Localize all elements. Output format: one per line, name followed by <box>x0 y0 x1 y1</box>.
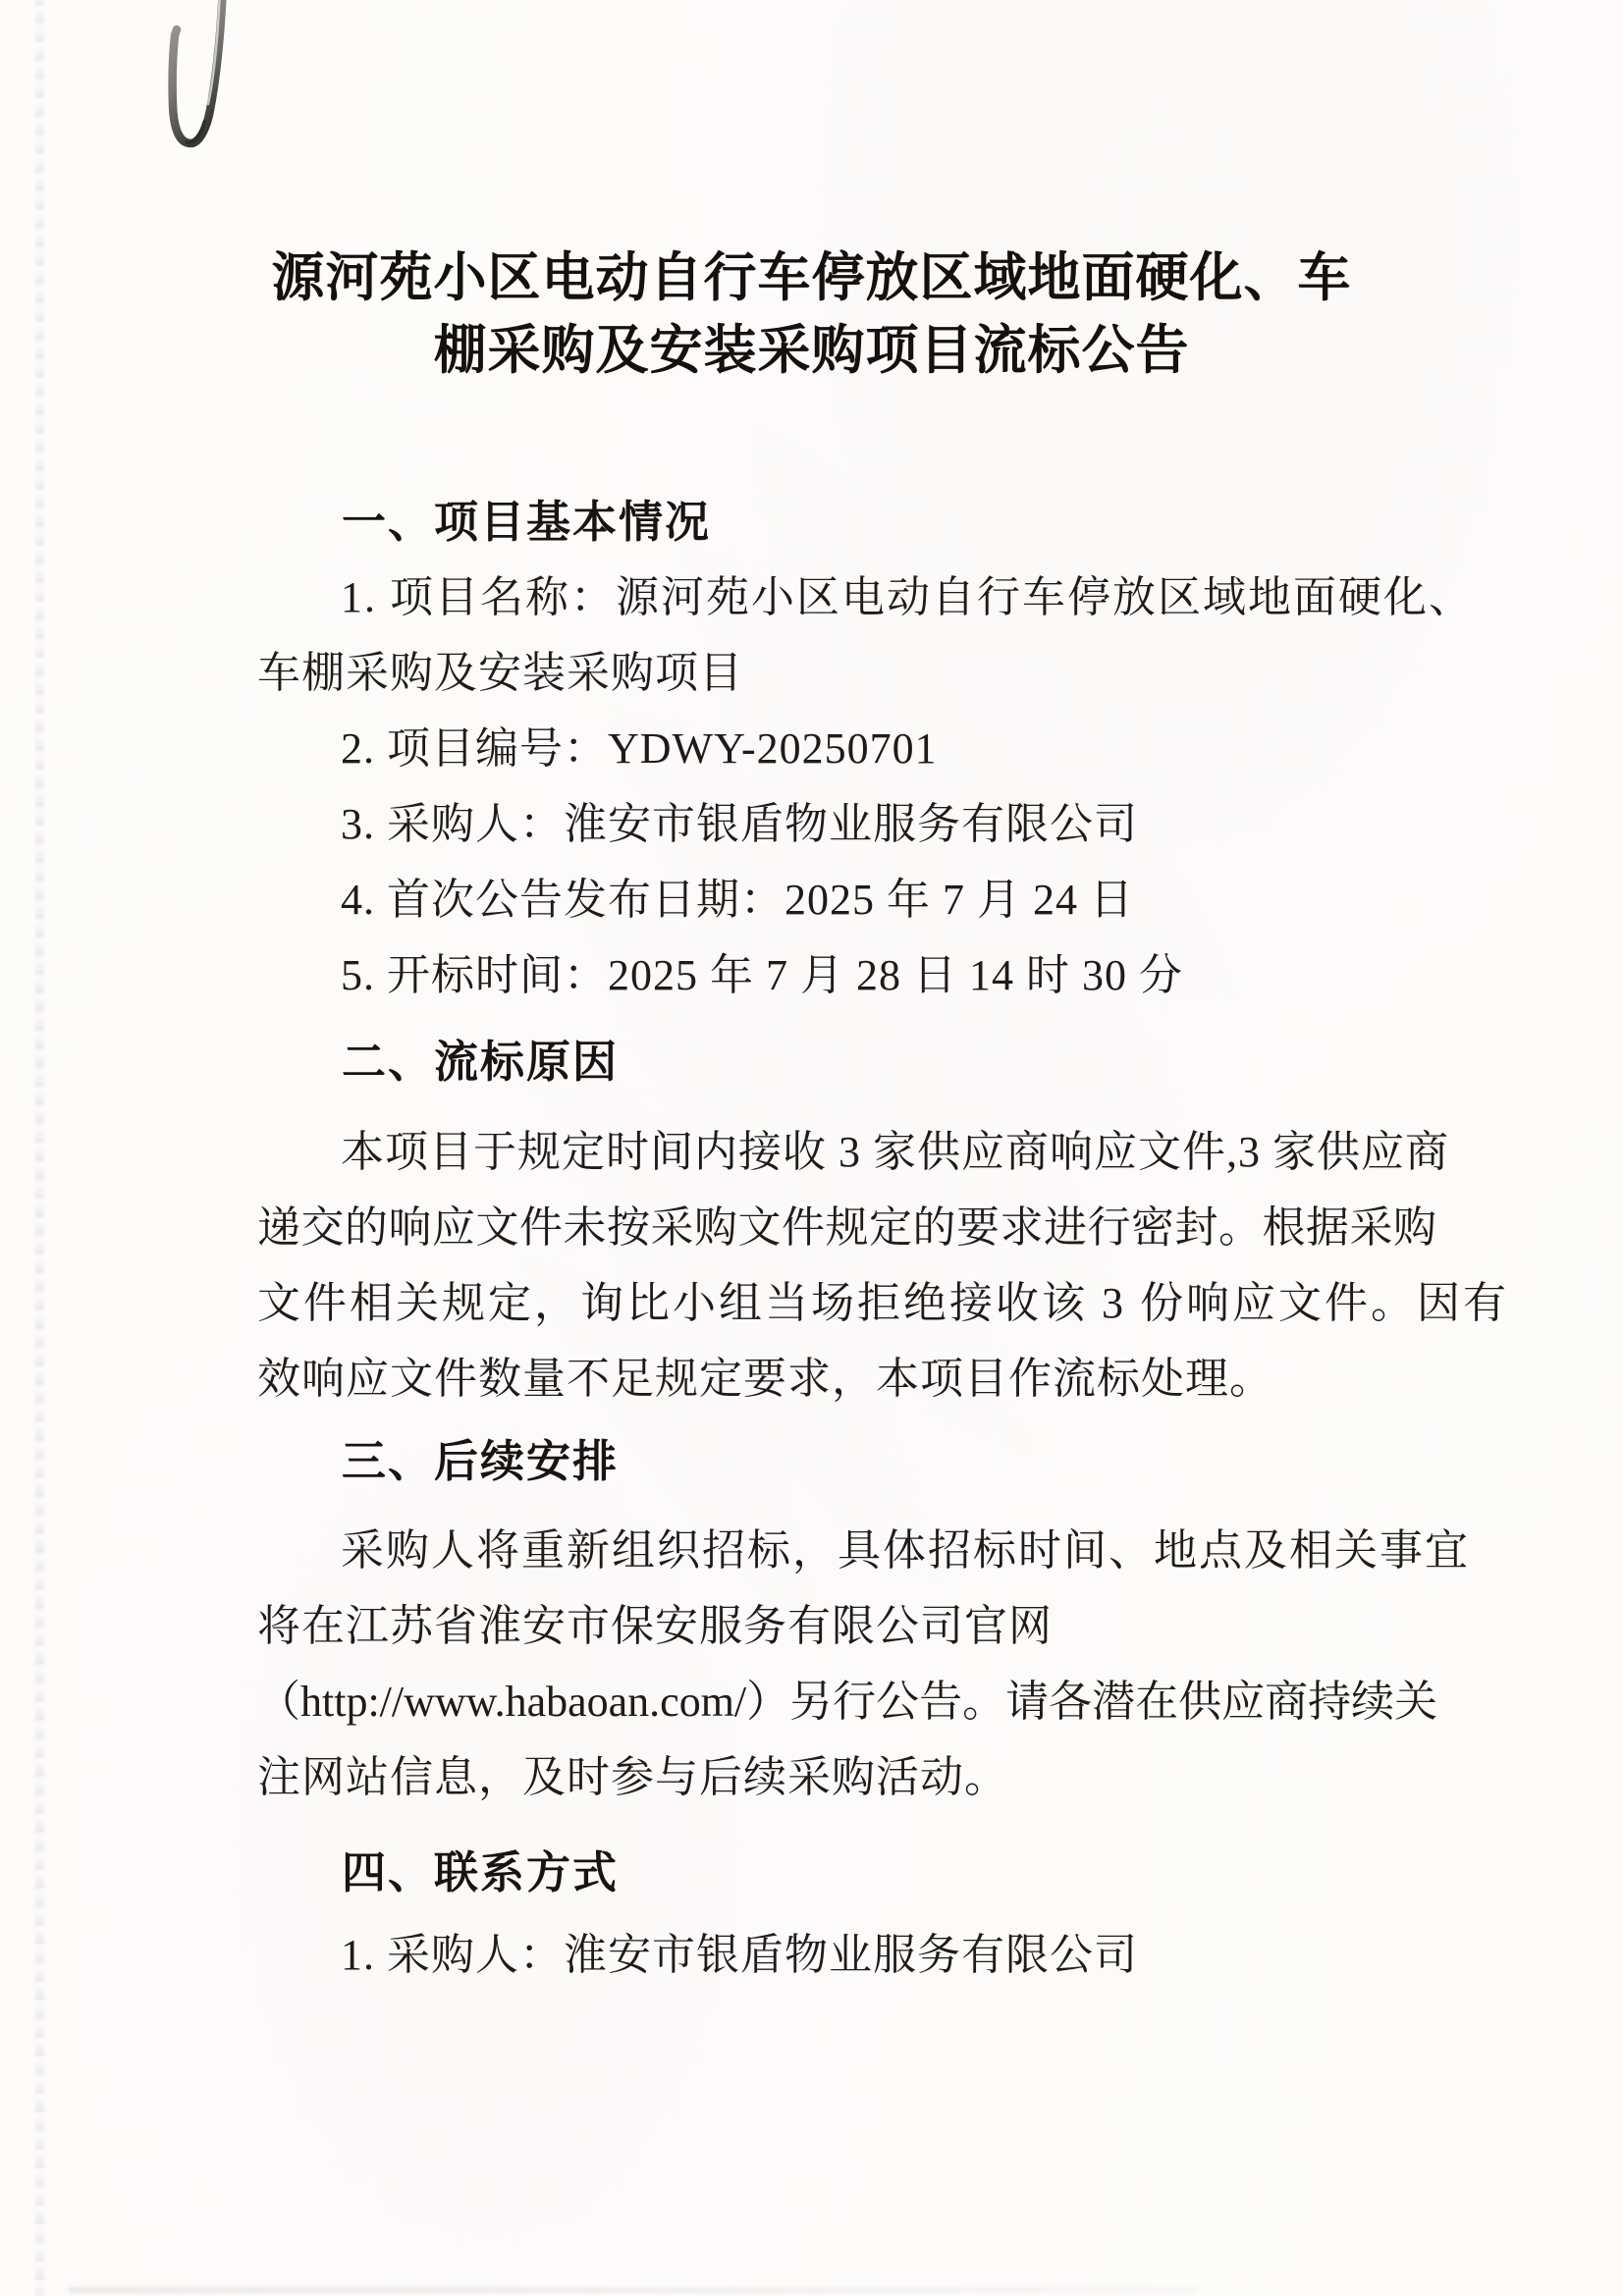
section-4-item-1: 1. 采购人：淮安市银盾物业服务有限公司 <box>341 1931 1138 1979</box>
section-1-item-4: 4. 首次公告发布日期：2025 年 7 月 24 日 <box>341 876 1134 924</box>
section-2-heading: 二、流标原因 <box>342 1036 620 1088</box>
section-1-item-2: 2. 项目编号：YDWY-20250701 <box>341 724 938 773</box>
document-title-line-2: 棚采购及安装采购项目流标公告 <box>433 319 1190 381</box>
section-3-paragraph-line-1: 采购人将重新组织招标，具体招标时间、地点及相关事宜 <box>341 1526 1470 1575</box>
section-3-paragraph-line-4: 注网站信息，及时参与后续采购活动。 <box>257 1753 1008 1801</box>
section-1-item-1-line-2: 车棚采购及安装采购项目 <box>257 649 743 697</box>
section-2-paragraph-line-2: 递交的响应文件未按采购文件规定的要求进行密封。根据采购 <box>257 1203 1437 1252</box>
section-1-item-1-line-1: 1. 项目名称：源河苑小区电动自行车停放区域地面硬化、 <box>341 573 1474 621</box>
section-2-paragraph-line-1: 本项目于规定时间内接收 3 家供应商响应文件,3 家供应商 <box>341 1128 1449 1176</box>
section-1-item-5: 5. 开标时间：2025 年 7 月 28 日 14 时 30 分 <box>341 951 1183 999</box>
document-title-line-1: 源河苑小区电动自行车停放区域地面硬化、车 <box>271 246 1352 308</box>
section-3-paragraph-line-2: 将在江苏省淮安市保安服务有限公司官网 <box>257 1602 1053 1650</box>
scan-bottom-edge-artifact <box>69 2287 1198 2293</box>
section-1-item-3: 3. 采购人：淮安市银盾物业服务有限公司 <box>341 800 1138 848</box>
section-3-paragraph-line-3: （http://www.habaoan.com/）另行公告。请各潜在供应商持续关 <box>257 1678 1438 1726</box>
section-3-heading: 三、后续安排 <box>342 1435 620 1487</box>
section-4-heading: 四、联系方式 <box>342 1846 620 1898</box>
section-2-paragraph-line-3: 文件相关规定，询比小组当场拒绝接收该 3 份响应文件。因有 <box>257 1279 1509 1327</box>
paperclip-icon <box>137 0 265 176</box>
section-1-heading: 一、项目基本情况 <box>342 496 712 548</box>
section-2-paragraph-line-4: 效响应文件数量不足规定要求，本项目作流标处理。 <box>257 1355 1273 1403</box>
